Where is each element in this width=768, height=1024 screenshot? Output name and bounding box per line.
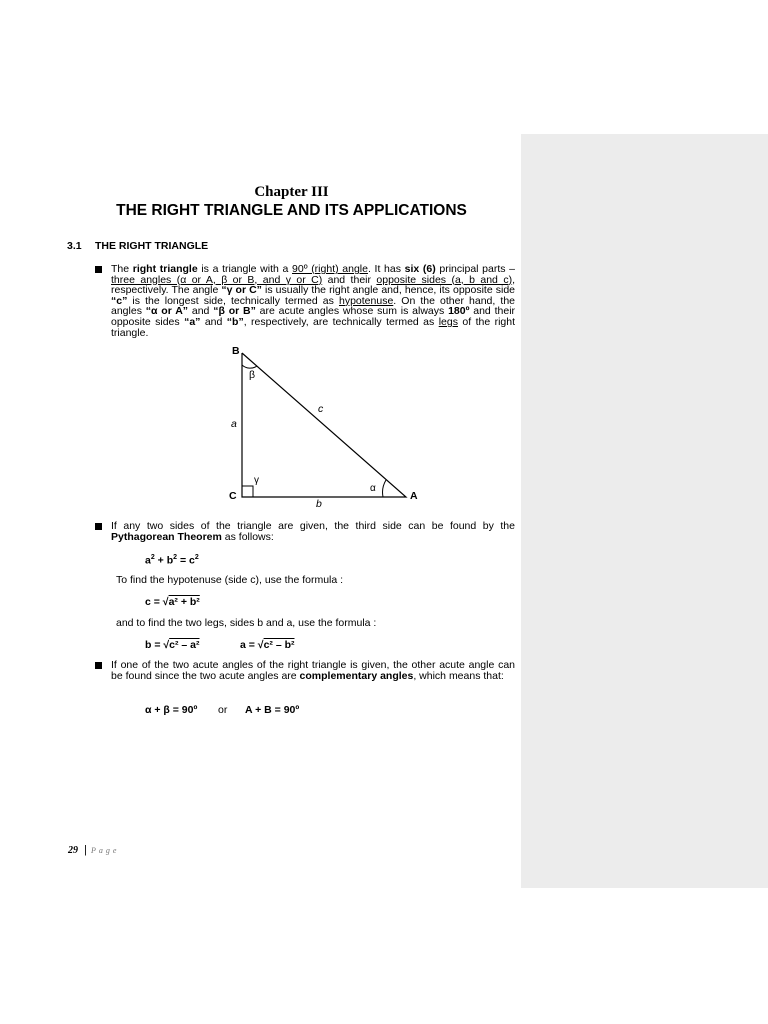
chapter-heading: Chapter III: [254, 184, 329, 200]
footer-separator: |: [84, 844, 87, 856]
section-heading: [67, 240, 208, 252]
footer-page-word: Page: [91, 846, 120, 855]
paragraph-pythagorean: If any two sides of the triangle are given, the third side can be found by the Pythagorean Theorem as follows:: [111, 520, 515, 543]
bullet-marker: [95, 662, 102, 669]
section-title: THE RIGHT TRIANGLE: [95, 240, 209, 252]
bullet-marker: [95, 523, 102, 530]
leg-a-formula: a = √c² – b²: [240, 639, 295, 651]
hypotenuse-formula: c = √a² + b²: [145, 596, 200, 608]
vertex-b-label: B: [232, 345, 240, 357]
legs-instruction: and to find the two legs, sides b and a, use the formula :: [116, 617, 377, 629]
side-a-label: a: [231, 418, 237, 430]
vertex-c-label: C: [229, 490, 237, 502]
right-angle-marker: [242, 486, 253, 497]
hypotenuse-instruction: To find the hypotenuse (side c), use the formula :: [116, 574, 344, 586]
vertex-a-label: A: [410, 490, 418, 502]
chapter-title: THE RIGHT TRIANGLE AND ITS APPLICATIONS: [116, 202, 467, 219]
pythagorean-formula: $a^2 + b^2 = c^2$: [145, 554, 199, 567]
section-number: 3.1: [67, 240, 82, 252]
angle-gamma-label: γ: [254, 475, 259, 486]
alpha-arc: [383, 480, 386, 497]
side-c-label: c: [318, 403, 324, 415]
triangle-outline: [242, 353, 406, 497]
paragraph-complementary: If one of the two acute angles of the right triangle is given, the other acute angle can be found since the two acute angles are complementary angles, which means that:: [111, 659, 515, 682]
paragraph-right-triangle: The right triangle is a triangle with a 90º (right) angle. It has six (6) principal parts – three angles (α or A, β or B, and γ or C) and their opposite sides (a, b and c), respectively. The angle “γ or C” is usually the right angle and, hence, its opposite side “c” is the longest side, technically termed as hypotenuse. On the other hand, the angles “α or A” and “β or B” are acute angles whose sum is always 180º and their opposite sides “a” and “b”, respectively, are technically termed as legs of the right triangle.: [111, 263, 516, 339]
page-number: 29: [68, 845, 78, 856]
side-b-label: b: [316, 498, 322, 510]
complementary-formula-latin: A + B = 90º: [245, 704, 300, 716]
beta-arc: [242, 365, 257, 368]
comment-pane: [521, 134, 768, 888]
complementary-formula-greek: α + β = 90º: [145, 704, 198, 716]
leg-b-formula: b = √c² – a²: [145, 639, 200, 651]
angle-alpha-label: α: [370, 483, 376, 494]
bullet-marker: [95, 266, 102, 273]
angle-beta-label: β: [249, 369, 256, 381]
right-triangle-diagram: [220, 340, 430, 512]
or-connector: or: [218, 704, 228, 716]
